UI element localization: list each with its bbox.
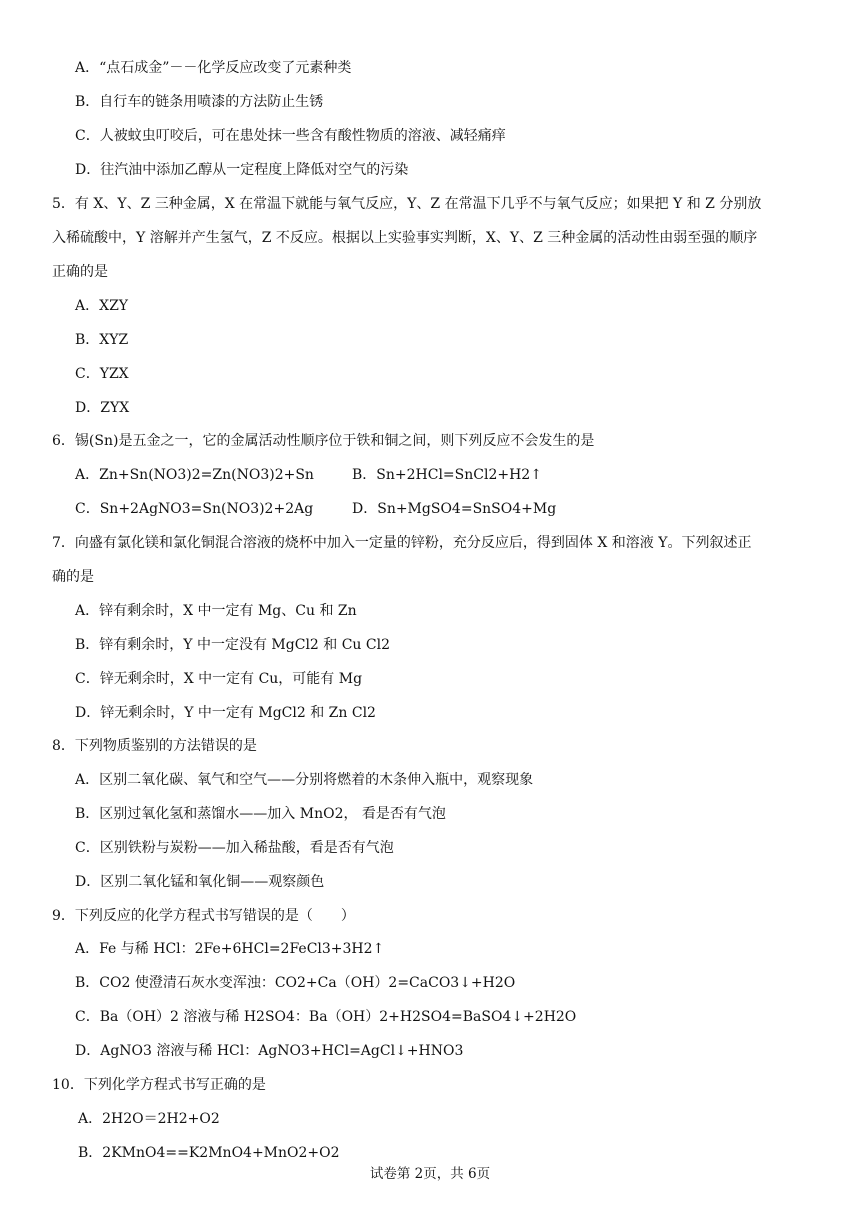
q5-stem-line1: 5．有 X、Y、Z 三种金属，X 在常温下就能与氧气反应，Y、Z 在常温下几乎不与氧气反应；如果把 Y 和 Z 分别放 <box>52 196 762 212</box>
q6-option-d: D．Sn+MgSO4=SnSO4+Mg <box>352 501 557 517</box>
q10-option-b: B．2KMnO4==K2MnO4+MnO2+O2 <box>78 1145 340 1161</box>
q8-option-c: C．区别铁粉与炭粉——加入稀盐酸，看是否有气泡 <box>75 840 394 856</box>
q7-option-d: D．锌无剩余时，Y 中一定有 MgCl2 和 Zn Cl2 <box>75 705 376 721</box>
q10-option-a: A．2H2O＝2H2+O2 <box>78 1111 220 1127</box>
q8-option-b: B．区别过氧化氢和蒸馏水——加入 MnO2， 看是否有气泡 <box>75 806 446 822</box>
q5-option-d: D．ZYX <box>75 400 130 416</box>
q9-option-a: A．Fe 与稀 HCl：2Fe+6HCl=2FeCl3+3H2↑ <box>75 941 385 957</box>
q6-option-c: C．Sn+2AgNO3=Sn(NO3)2+2Ag <box>75 501 314 517</box>
q8-option-a: A．区别二氧化碳、氧气和空气——分别将燃着的木条伸入瓶中，观察现象 <box>75 772 534 788</box>
q9-option-b: B．CO2 使澄清石灰水变浑浊：CO2+Ca（OH）2=CaCO3↓+H2O <box>75 975 516 991</box>
q5-stem-line3: 正确的是 <box>52 264 108 280</box>
q5-option-a: A．XZY <box>75 298 129 314</box>
q4-option-c: C．人被蚊虫叮咬后，可在患处抹一些含有酸性物质的溶液、减轻痛痒 <box>75 128 506 144</box>
q7-stem-line2: 确的是 <box>52 569 94 585</box>
q5-stem-line2: 入稀硫酸中，Y 溶解并产生氢气，Z 不反应。根据以上实验事实判断，X、Y、Z 三种金属的活动性由弱至强的顺序 <box>52 230 758 246</box>
page-footer: 试卷第 2页，共 6页 <box>369 1166 491 1182</box>
q9-option-d: D．AgNO3 溶液与稀 HCl：AgNO3+HCl=AgCl↓+HNO3 <box>75 1043 464 1059</box>
q6-option-a: A．Zn+Sn(NO3)2=Zn(NO3)2+Sn <box>75 467 314 483</box>
q6-option-b: B．Sn+2HCl=SnCl2+H2↑ <box>352 467 542 483</box>
q7-option-b: B．锌有剩余时，Y 中一定没有 MgCl2 和 Cu Cl2 <box>75 637 390 653</box>
q4-option-a: A．“点石成金”－－化学反应改变了元素种类 <box>75 60 352 76</box>
q8-stem: 8．下列物质鉴别的方法错误的是 <box>52 738 257 754</box>
q4-option-d: D．往汽油中添加乙醇从一定程度上降低对空气的污染 <box>75 162 409 178</box>
q9-option-c: C．Ba（OH）2 溶液与稀 H2SO4：Ba（OH）2+H2SO4=BaSO4↓+2H2O <box>75 1009 577 1025</box>
q7-option-a: A．锌有剩余时，X 中一定有 Mg、Cu 和 Zn <box>75 603 357 619</box>
q5-option-c: C．YZX <box>75 366 129 382</box>
q9-stem: 9．下列反应的化学方程式书写错误的是（ ） <box>52 908 355 924</box>
q8-option-d: D．区别二氧化锰和氧化铜——观察颜色 <box>75 874 325 890</box>
q7-option-c: C．锌无剩余时，X 中一定有 Cu，可能有 Mg <box>75 671 363 687</box>
q5-option-b: B．XYZ <box>75 332 129 348</box>
q6-stem: 6．锡(Sn)是五金之一，它的金属活动性顺序位于铁和铜之间，则下列反应不会发生的是 <box>52 433 595 449</box>
q10-stem: 10．下列化学方程式书写正确的是 <box>52 1077 266 1093</box>
q4-option-b: B．自行车的链条用喷漆的方法防止生锈 <box>75 94 324 110</box>
q7-stem-line1: 7．向盛有氯化镁和氯化铜混合溶液的烧杯中加入一定量的锌粉，充分反应后，得到固体 X 和溶液 Y。下列叙述正 <box>52 535 752 551</box>
